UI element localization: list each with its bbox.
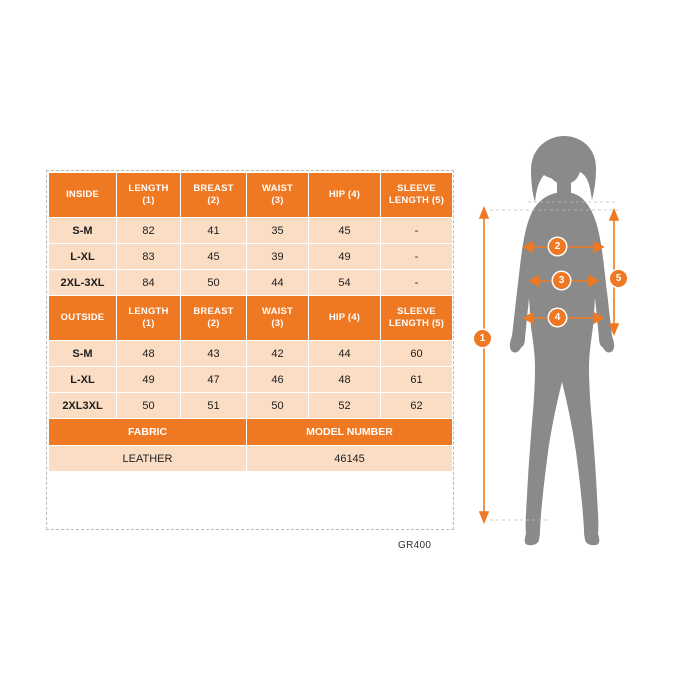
inside-row-2-sleeve: - (381, 270, 453, 296)
model-number-value: 46145 (247, 446, 453, 472)
outside-row-1-label: L-XL (49, 367, 117, 393)
outside-row-1-waist: 46 (247, 367, 309, 393)
outside-row-1-sleeve: 61 (381, 367, 453, 393)
inside-header-cell-1 (117, 173, 181, 218)
marker-3: 3 (553, 272, 570, 289)
inside-row-2-breast: 50 (181, 270, 247, 296)
inside-header-row (49, 173, 453, 218)
outside-row-2-length: 50 (117, 393, 181, 419)
inside-row-0-sleeve: - (381, 218, 453, 244)
inside-header-cell-2 (181, 173, 247, 218)
footer-header-row (49, 419, 453, 446)
outside-row-1-hip: 48 (309, 367, 381, 393)
inside-row-2-hip: 54 (309, 270, 381, 296)
inside-header-line-1a: LENGTH (128, 183, 169, 194)
table-row (49, 341, 453, 367)
outside-header-line-1a: LENGTH (128, 306, 169, 317)
size-chart-table (48, 172, 453, 472)
outside-header-line-4a: HIP (4) (328, 312, 361, 323)
inside-row-1-hip: 49 (309, 244, 381, 270)
footer-value-row (49, 446, 453, 472)
inside-row-0-hip: 45 (309, 218, 381, 244)
outside-header-line-0a: OUTSIDE (60, 312, 105, 323)
table-row (49, 393, 453, 419)
table-row (49, 367, 453, 393)
marker-5: 5 (610, 270, 627, 287)
inside-header-line-2b: (2) (207, 195, 220, 206)
outside-header-cell-3 (247, 296, 309, 341)
fabric-label: FABRIC (49, 419, 247, 446)
inside-header-cell-4 (309, 173, 381, 218)
inside-header-line-3b: (3) (271, 195, 284, 206)
outside-header-line-5a: SLEEVE (397, 306, 436, 317)
outside-header-row (49, 296, 453, 341)
outside-row-0-length: 48 (117, 341, 181, 367)
outside-row-2-sleeve: 62 (381, 393, 453, 419)
outside-header-line-5b: LENGTH (5) (388, 318, 445, 329)
outside-header-cell-2 (181, 296, 247, 341)
outside-row-1-length: 49 (117, 367, 181, 393)
outside-row-0-label: S-M (49, 341, 117, 367)
outside-header-cell-1 (117, 296, 181, 341)
inside-row-1-waist: 39 (247, 244, 309, 270)
outside-header-cell-5 (381, 296, 453, 341)
outside-header-line-2a: BREAST (193, 306, 234, 317)
inside-header-line-5a: SLEEVE (397, 183, 436, 194)
outside-row-0-breast: 43 (181, 341, 247, 367)
outside-row-2-breast: 51 (181, 393, 247, 419)
outside-row-2-hip: 52 (309, 393, 381, 419)
marker-2: 2 (549, 238, 566, 255)
outside-header-cell-0 (49, 296, 117, 341)
fabric-value: LEATHER (49, 446, 247, 472)
inside-header-line-1b: (1) (142, 195, 155, 206)
inside-header-cell-0 (49, 173, 117, 218)
inside-row-0-label: S-M (49, 218, 117, 244)
inside-header-line-0a: INSIDE (66, 189, 99, 200)
inside-header-cell-5 (381, 173, 453, 218)
marker-1: 1 (474, 330, 491, 347)
inside-row-0-waist: 35 (247, 218, 309, 244)
outside-header-line-3a: WAIST (261, 306, 294, 317)
outside-header-line-1b: (1) (142, 318, 155, 329)
inside-row-2-label: 2XL-3XL (49, 270, 117, 296)
inside-header-line-2a: BREAST (193, 183, 234, 194)
inside-header-cell-3 (247, 173, 309, 218)
marker-4: 4 (549, 309, 566, 326)
outside-row-0-hip: 44 (309, 341, 381, 367)
inside-row-0-breast: 41 (181, 218, 247, 244)
table-row (49, 270, 453, 296)
outside-header-cell-4 (309, 296, 381, 341)
inside-row-1-sleeve: - (381, 244, 453, 270)
outside-row-0-sleeve: 60 (381, 341, 453, 367)
inside-header-line-4a: HIP (4) (328, 189, 361, 200)
table-row (49, 218, 453, 244)
inside-row-1-length: 83 (117, 244, 181, 270)
outside-header-line-3b: (3) (271, 318, 284, 329)
inside-row-2-waist: 44 (247, 270, 309, 296)
product-code: GR400 (398, 540, 432, 551)
outside-row-0-waist: 42 (247, 341, 309, 367)
outside-row-1-breast: 47 (181, 367, 247, 393)
inside-row-1-label: L-XL (49, 244, 117, 270)
outside-row-2-label: 2XL3XL (49, 393, 117, 419)
female-silhouette-icon (468, 130, 658, 550)
inside-row-1-breast: 45 (181, 244, 247, 270)
outside-header-line-2b: (2) (207, 318, 220, 329)
table-row (49, 244, 453, 270)
outside-row-2-waist: 50 (247, 393, 309, 419)
inside-header-line-5b: LENGTH (5) (388, 195, 445, 206)
inside-row-2-length: 84 (117, 270, 181, 296)
model-number-label: MODEL NUMBER (247, 419, 453, 446)
measurement-figure (468, 130, 658, 550)
inside-header-line-3a: WAIST (261, 183, 294, 194)
inside-row-0-length: 82 (117, 218, 181, 244)
